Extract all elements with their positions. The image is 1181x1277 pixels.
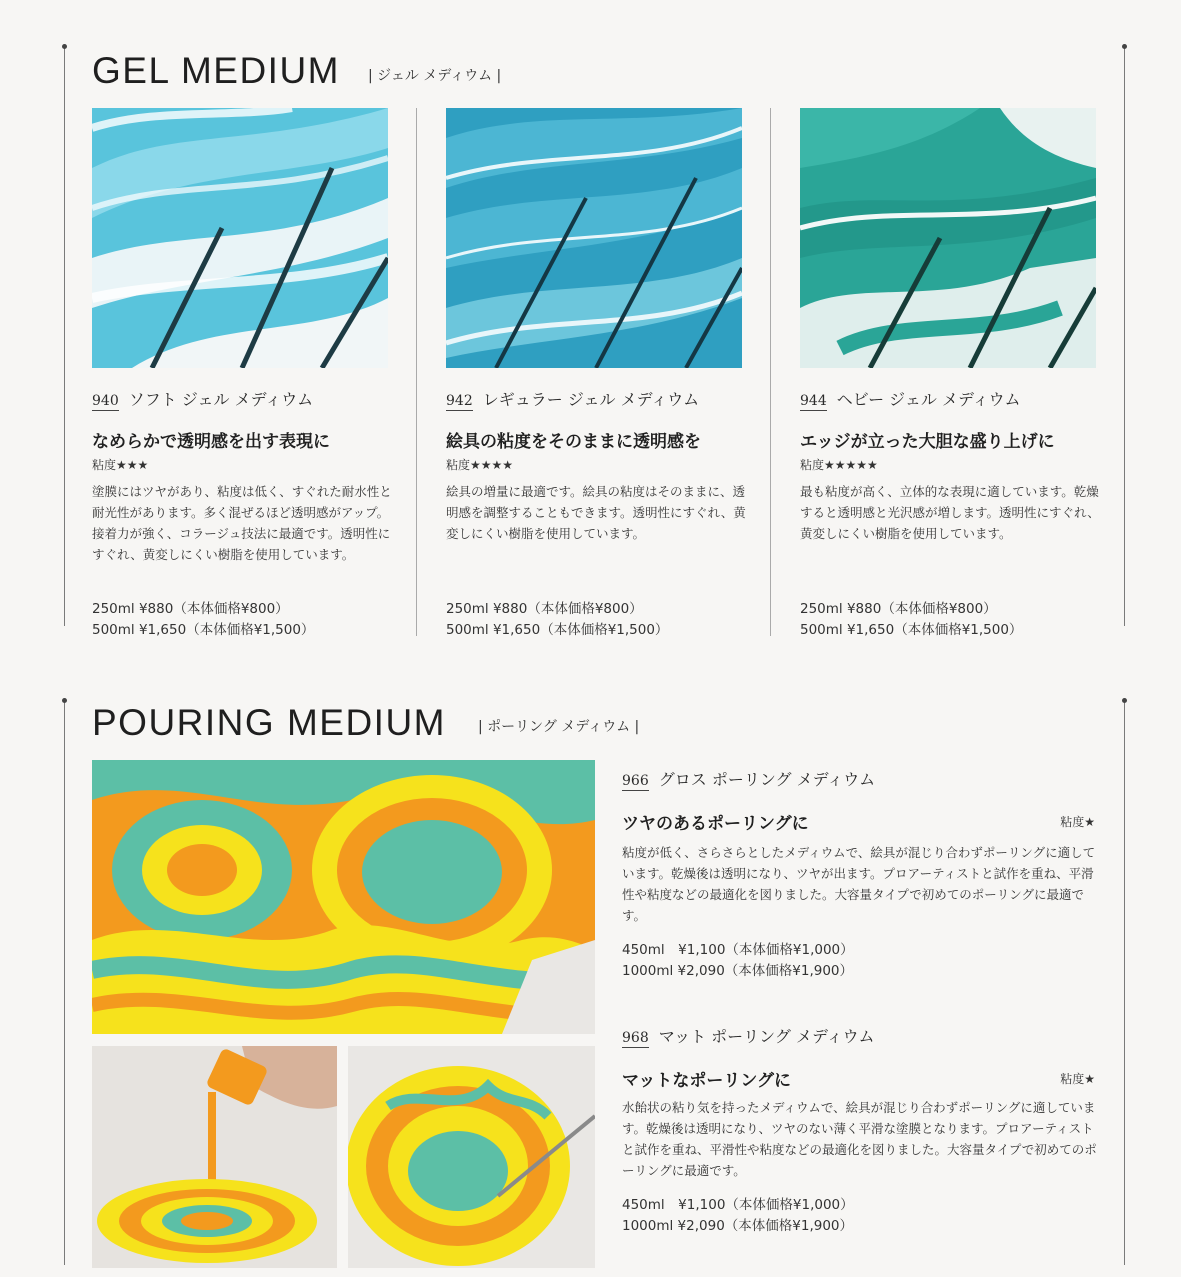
price-500ml: 500ml ¥1,650（本体価格¥1,500） — [446, 622, 669, 638]
price-250ml: 250ml ¥880（本体価格¥800） — [800, 601, 997, 617]
product-description: 塗膜にはツヤがあり、粘度は低く、すぐれた耐水性と耐光性があります。多く混ぜるほど透明感がアップ。接着力が強く、コラージュ技法に最適です。透明性にすぐれ、黄変しにくい樹脂を使用しています。 — [92, 484, 392, 562]
product-headline: マットなポーリングに — [622, 1071, 791, 1091]
product-headline: ツヤのあるポーリングに — [622, 814, 809, 834]
pouring-cup-photo — [92, 1046, 337, 1268]
product-number: 968 — [622, 1030, 649, 1046]
product-title-966 — [622, 767, 875, 790]
viscosity-rating: 粘度★ — [1060, 1072, 1095, 1086]
gel-section-title: GEL MEDIUM — [92, 50, 340, 91]
pouring-stylus-photo — [348, 1046, 595, 1268]
viscosity-rating: 粘度★★★ — [92, 458, 149, 472]
price-500ml: 500ml ¥1,650（本体価格¥1,500） — [800, 622, 1023, 638]
product-number: 940 — [92, 393, 119, 409]
left-rule — [64, 700, 65, 1265]
left-rule — [64, 46, 65, 626]
column-divider — [416, 108, 417, 636]
right-rule — [1124, 700, 1125, 1265]
price-500ml: 500ml ¥1,650（本体価格¥1,500） — [92, 622, 315, 638]
product-description: 最も粘度が高く、立体的な表現に適しています。乾燥すると透明感と光沢感が増します。透明性にすぐれ、黄変しにくい樹脂を使用しています。 — [800, 484, 1100, 541]
price-450ml: 450ml ¥1,100（本体価格¥1,000） — [622, 1197, 854, 1213]
price-1000ml: 1000ml ¥2,090（本体価格¥1,900） — [622, 1218, 854, 1234]
rule-dot — [1122, 44, 1127, 49]
price-250ml: 250ml ¥880（本体価格¥800） — [446, 601, 643, 617]
product-title-968 — [622, 1024, 875, 1047]
product-number: 944 — [800, 393, 827, 409]
heavy-gel-photo — [800, 108, 1096, 368]
pouring-section-subtitle: | ポーリング メディウム | — [478, 719, 640, 735]
product-name: ヘビー ジェル メディウム — [836, 390, 1021, 409]
product-title-942 — [446, 387, 699, 410]
gel-section-subtitle: | ジェル メディウム | — [368, 68, 502, 84]
product-name: マット ポーリング メディウム — [658, 1027, 875, 1046]
price-250ml: 250ml ¥880（本体価格¥800） — [92, 601, 289, 617]
rule-dot — [62, 698, 67, 703]
product-description: 絵具の増量に最適です。絵具の粘度はそのままに、透明感を調整することもできます。透明性にすぐれ、黄変しにくい樹脂を使用しています。 — [446, 484, 746, 541]
product-description: 粘度が低く、さらさらとしたメディウムで、絵具が混じり合わずポーリングに適しています。乾燥後は透明になり、ツヤが出ます。プロアーティストと試作を重ね、平滑性や粘度などの最適化を図りました。大容量タイプで初めてのポーリングに最適です。 — [622, 845, 1096, 923]
product-description: 水飴状の粘り気を持ったメディウムで、絵具が混じり合わずポーリングに適しています。乾燥後は透明になり、ツヤのない薄く平滑な塗膜となります。プロアーティストと試作を重ね、平滑性や粘度などの最適化を図りました。大容量タイプで初めてのポーリングに最適です。 — [622, 1100, 1097, 1178]
product-number: 942 — [446, 393, 473, 409]
column-divider — [770, 108, 771, 636]
price-1000ml: 1000ml ¥2,090（本体価格¥1,900） — [622, 963, 854, 979]
product-number: 966 — [622, 773, 649, 789]
viscosity-rating: 粘度★★★★ — [446, 458, 514, 472]
product-name: レギュラー ジェル メディウム — [482, 390, 700, 409]
soft-gel-photo — [92, 108, 388, 368]
rule-dot — [62, 44, 67, 49]
product-name: グロス ポーリング メディウム — [658, 770, 876, 789]
price-450ml: 450ml ¥1,100（本体価格¥1,000） — [622, 942, 854, 958]
viscosity-rating: 粘度★ — [1060, 815, 1095, 829]
product-title-940 — [92, 387, 313, 410]
pouring-section-title: POURING MEDIUM — [92, 702, 446, 743]
product-headline: なめらかで透明感を出す表現に — [92, 432, 330, 452]
product-headline: 絵具の粘度をそのままに透明感を — [446, 432, 701, 452]
pouring-main-photo — [92, 760, 595, 1034]
product-title-944 — [800, 387, 1021, 410]
rule-dot — [1122, 698, 1127, 703]
product-name: ソフト ジェル メディウム — [128, 390, 314, 409]
right-rule — [1124, 46, 1125, 626]
viscosity-rating: 粘度★★★★★ — [800, 458, 878, 472]
regular-gel-photo — [446, 108, 742, 368]
product-headline: エッジが立った大胆な盛り上げに — [800, 432, 1055, 452]
